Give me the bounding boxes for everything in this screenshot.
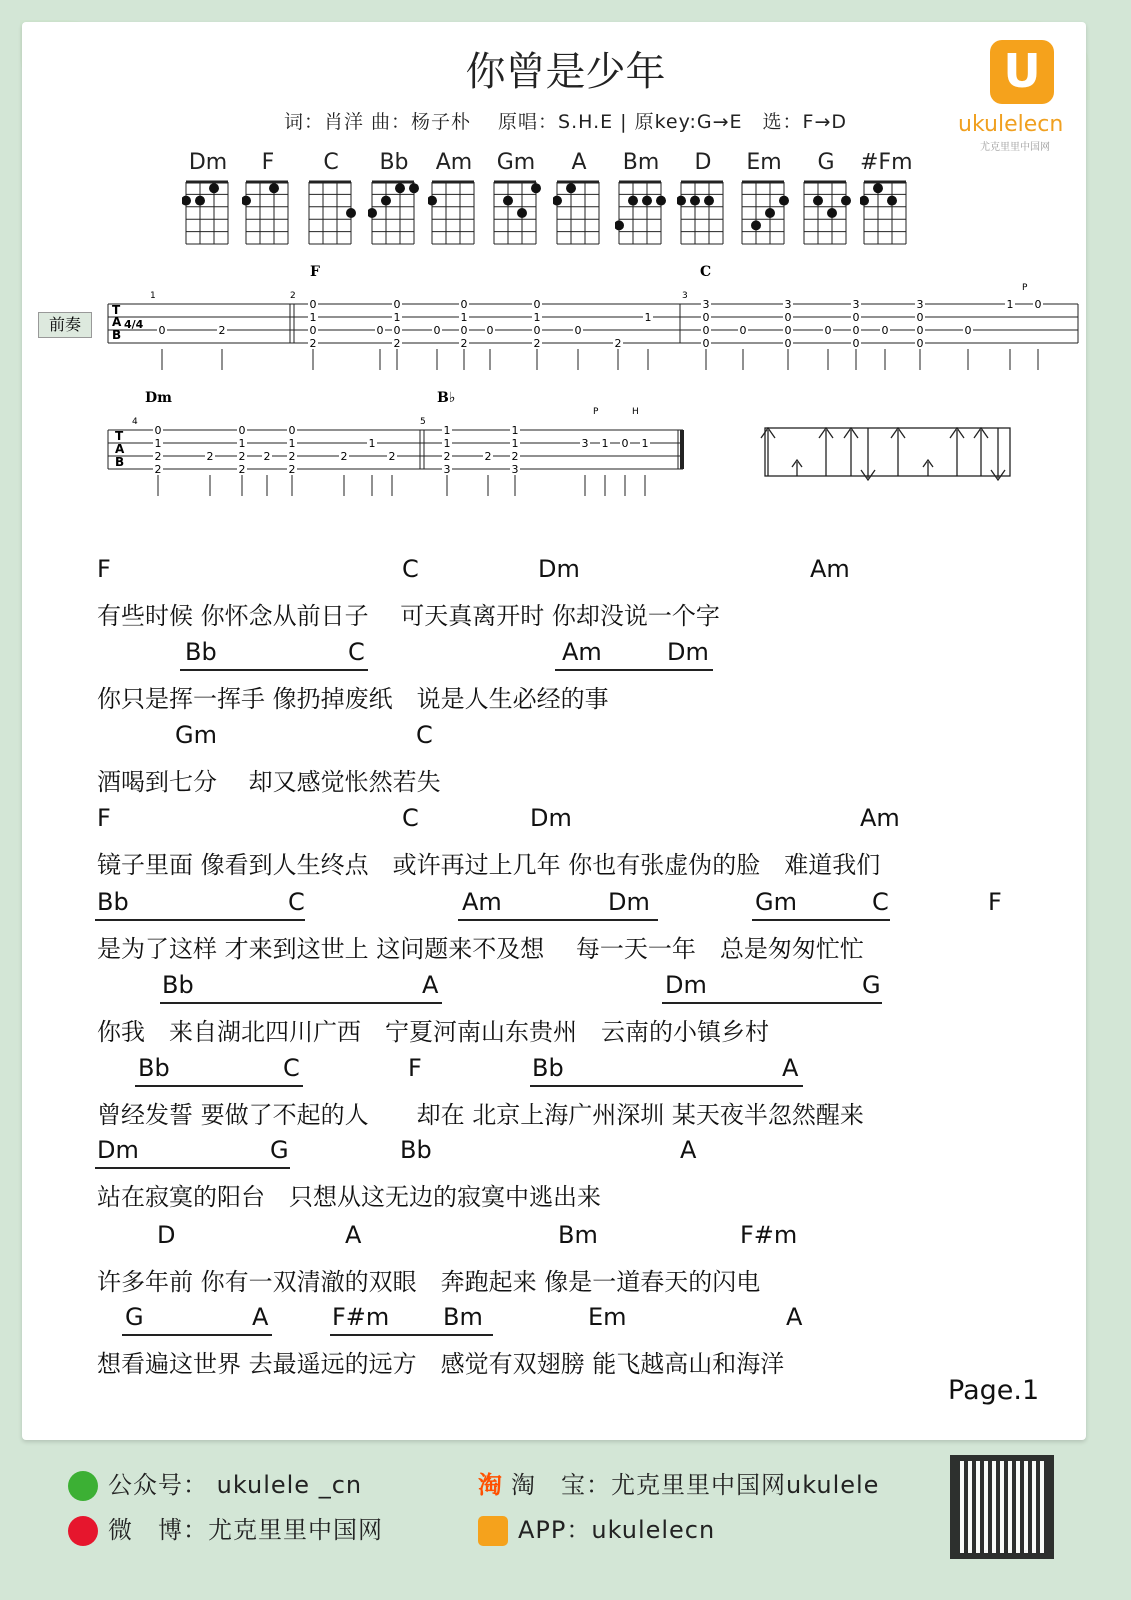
tab-note: 0	[574, 324, 582, 337]
lyric-text: 曾经发誓 要做了不起的人 却在 北京上海广州深圳 某天夜半忽然醒来	[97, 1101, 864, 1129]
tab-note: 0	[784, 337, 792, 350]
app-icon	[478, 1516, 508, 1546]
song-title: 你曾是少年	[465, 49, 666, 95]
taobao-icon: 淘	[478, 1471, 503, 1499]
chord-label: G	[270, 1136, 289, 1164]
tab-note: 1	[644, 311, 652, 324]
taobao-info	[478, 1465, 879, 1500]
wechat-text: 公众号： ukulele _cn	[108, 1471, 363, 1499]
tab-note: 1	[601, 437, 609, 450]
chord-name: A	[571, 150, 587, 175]
chord-label: F#m	[740, 1221, 798, 1249]
tab-note: 0	[376, 324, 384, 337]
chord-underline	[662, 1002, 882, 1004]
tab-note: 2	[154, 463, 162, 476]
tab-note: 2	[218, 324, 226, 337]
chord-name: Dm	[188, 150, 228, 175]
tab-note: 0	[702, 324, 710, 337]
chord-name: G	[817, 150, 835, 175]
lyric-text: 是为了这样 才来到这世上 这问题来不及想 每一天一年 总是匆匆忙忙	[97, 935, 864, 963]
tab-note: 0	[852, 311, 860, 324]
chord-underline	[530, 1085, 803, 1087]
svg-text:T: T	[115, 429, 124, 443]
lyric-text: 酒喝到七分 却又感觉怅然若失	[97, 768, 441, 796]
tab-note: 3	[511, 463, 519, 476]
chord-label: F	[408, 1054, 422, 1082]
tab-note: 0	[158, 324, 166, 337]
tab-note: 2	[614, 337, 622, 350]
ukulele-logo-icon: U	[990, 40, 1054, 104]
chord-label: A	[345, 1221, 362, 1249]
svg-text:A: A	[112, 315, 122, 329]
taobao-text: 淘 宝：尤克里里中国网ukulele	[511, 1471, 880, 1499]
tab-note: 2	[484, 450, 492, 463]
chord-underline	[95, 919, 305, 921]
tab-note: 0	[916, 337, 924, 350]
tab-note: 1	[154, 437, 162, 450]
chord-label: Bb	[97, 888, 129, 916]
tab-note: 1	[511, 437, 519, 450]
chord-label: F	[97, 804, 111, 832]
chord-name: Bb	[379, 150, 409, 175]
tab-note: 1	[393, 311, 401, 324]
app-info	[478, 1510, 715, 1546]
tab-note: 3	[784, 298, 792, 311]
chord-label: Bm	[443, 1303, 483, 1331]
tab-note: 0	[784, 324, 792, 337]
chord-label: C	[402, 555, 419, 583]
tab-chord: Dm	[145, 390, 172, 406]
tab-note: 0	[393, 298, 401, 311]
page-number: Page.1	[948, 1375, 1040, 1406]
measure-number: 2	[290, 291, 296, 301]
chord-underline	[555, 669, 713, 671]
tab-chord: B♭	[437, 390, 456, 406]
tab-note: 3	[702, 298, 710, 311]
tab-note: 2	[340, 450, 348, 463]
tab-note: 0	[702, 311, 710, 324]
logo-subtitle: 尤克里里中国网	[980, 142, 1050, 153]
tab-note: 3	[852, 298, 860, 311]
tab-note: 0	[824, 324, 832, 337]
tablature	[0, 0, 1131, 520]
chord-label: D	[157, 1221, 176, 1249]
svg-text:B: B	[115, 455, 125, 469]
tab-note: 0	[739, 324, 747, 337]
tab-note: 0	[288, 424, 296, 437]
chord-label: A	[680, 1136, 697, 1164]
chord-label: Bm	[558, 1221, 598, 1249]
chord-label: Am	[562, 638, 602, 666]
measure-number: 5	[420, 417, 426, 427]
chord-label: Am	[860, 804, 900, 832]
tab-note: 0	[621, 437, 629, 450]
svg-text:T: T	[112, 303, 121, 317]
tab-chord: F	[310, 264, 320, 280]
chord-underline	[95, 1167, 290, 1169]
weibo-icon	[68, 1516, 98, 1546]
chord-underline	[122, 1334, 272, 1336]
tab-note: 0	[486, 324, 494, 337]
chord-label: G	[125, 1303, 144, 1331]
chord-label: C	[288, 888, 305, 916]
chord-label: Dm	[665, 971, 707, 999]
tab-note: 0	[238, 424, 246, 437]
tab-note: 3	[916, 298, 924, 311]
tab-note: 1	[443, 437, 451, 450]
chord-label: F	[97, 555, 111, 583]
tab-note: 0	[964, 324, 972, 337]
chord-label: F	[988, 888, 1002, 916]
tab-note: 2	[533, 337, 541, 350]
tab-note: 1	[368, 437, 376, 450]
chord-underline	[458, 919, 658, 921]
chord-label: Bb	[138, 1054, 170, 1082]
measure-number: 1	[150, 291, 156, 301]
tab-note: 0	[916, 311, 924, 324]
tab-note: 0	[881, 324, 889, 337]
measure-number: 3	[682, 291, 688, 301]
tab-note: 0	[309, 324, 317, 337]
tab-note: 2	[388, 450, 396, 463]
tab-note: 0	[852, 324, 860, 337]
chord-underline	[180, 669, 368, 671]
time-signature: 4/4	[124, 318, 144, 331]
chord-label: A	[252, 1303, 269, 1331]
chord-label: Am	[810, 555, 850, 583]
lyric-text: 想看遍这世界 去最遥远的远方 感觉有双翅膀 能飞越高山和海洋	[97, 1350, 785, 1378]
chord-underline	[135, 1085, 303, 1087]
technique-mark: H	[632, 407, 639, 417]
tab-note: 1	[511, 424, 519, 437]
chord-name: D	[694, 150, 712, 175]
tab-note: 3	[443, 463, 451, 476]
tab-note: 1	[1006, 298, 1014, 311]
tab-note: 0	[852, 337, 860, 350]
tab-note: 0	[154, 424, 162, 437]
tab-note: 2	[263, 450, 271, 463]
lyric-text: 镜子里面 像看到人生终点 或许再过上几年 你也有张虚伪的脸 难道我们	[97, 851, 881, 879]
chord-name: #Fm	[860, 150, 913, 175]
tab-note: 2	[238, 463, 246, 476]
tab-note: 0	[533, 298, 541, 311]
tab-note: 1	[288, 437, 296, 450]
tab-note: 1	[460, 311, 468, 324]
strum-pattern	[761, 428, 1010, 480]
tab-note: 0	[1034, 298, 1042, 311]
tab-note: 0	[533, 324, 541, 337]
chord-label: A	[422, 971, 439, 999]
chord-label: Em	[588, 1303, 627, 1331]
chord-name: Gm	[496, 150, 536, 175]
lyric-text: 你我 来自湖北四川广西 宁夏河南山东贵州 云南的小镇乡村	[97, 1018, 769, 1046]
chord-label: F#m	[332, 1303, 390, 1331]
tab-note: 2	[511, 450, 519, 463]
chord-label: Dm	[530, 804, 572, 832]
tab-note: 2	[288, 463, 296, 476]
tab-note: 1	[533, 311, 541, 324]
chord-name: Bm	[622, 150, 660, 175]
tab-note: 0	[916, 324, 924, 337]
chord-underline	[160, 1002, 442, 1004]
svg-text:A: A	[115, 442, 125, 456]
chord-label: G	[862, 971, 881, 999]
tab-note: 1	[641, 437, 649, 450]
chord-name: C	[323, 150, 339, 175]
chord-underline	[752, 919, 890, 921]
tab-note: 0	[309, 298, 317, 311]
weibo-info	[68, 1510, 383, 1546]
chord-label: C	[416, 721, 433, 749]
qr-code[interactable]	[950, 1455, 1054, 1559]
chord-label: C	[348, 638, 365, 666]
chord-label: Gm	[175, 721, 217, 749]
chord-label: Bb	[162, 971, 194, 999]
chord-label: Am	[462, 888, 502, 916]
lyric-text: 你只是挥一挥手 像扔掉废纸 说是人生必经的事	[97, 685, 609, 713]
chord-label: Gm	[755, 888, 797, 916]
chord-label: Bb	[185, 638, 217, 666]
chord-label: C	[283, 1054, 300, 1082]
tab-note: 1	[309, 311, 317, 324]
chord-label: Bb	[400, 1136, 432, 1164]
tab-note: 2	[460, 337, 468, 350]
chord-name: F	[261, 150, 275, 175]
tab-note: 2	[154, 450, 162, 463]
tab-note: 0	[460, 324, 468, 337]
chord-label: Dm	[97, 1136, 139, 1164]
app-text: APP：ukulelecn	[518, 1516, 716, 1544]
lyric-text: 许多年前 你有一双清澈的双眼 奔跑起来 像是一道春天的闪电	[97, 1268, 761, 1296]
section-label: 前奏	[38, 312, 92, 338]
chord-label: A	[782, 1054, 799, 1082]
tab-note: 0	[702, 337, 710, 350]
chord-underline	[330, 1334, 493, 1336]
lyric-text: 站在寂寞的阳台 只想从这无边的寂寞中逃出来	[97, 1183, 601, 1211]
weibo-text: 微 博：尤克里里中国网	[108, 1516, 383, 1544]
tab-note: 1	[238, 437, 246, 450]
tab-note: 2	[393, 337, 401, 350]
chord-name: Em	[746, 150, 782, 175]
song-credits: 词：肖洋 曲：杨子朴 原唱：S.H.E | 原key:G→E 选：F→D	[283, 111, 848, 133]
tab-note: 2	[238, 450, 246, 463]
wechat-info	[68, 1465, 362, 1501]
chord-label: A	[786, 1303, 803, 1331]
chord-label: Dm	[608, 888, 650, 916]
tab-note: 1	[443, 424, 451, 437]
tab-note: 2	[288, 450, 296, 463]
lyric-text: 有些时候 你怀念从前日子 可天真离开时 你却没说一个字	[97, 602, 720, 630]
technique-mark: P	[1022, 283, 1028, 293]
chord-label: Dm	[538, 555, 580, 583]
tab-note: 3	[581, 437, 589, 450]
measure-number: 4	[132, 417, 138, 427]
svg-text:B: B	[112, 328, 122, 342]
wechat-icon	[68, 1471, 98, 1501]
chord-label: C	[402, 804, 419, 832]
tab-note: 2	[309, 337, 317, 350]
chord-label: Dm	[667, 638, 709, 666]
tab-note: 0	[433, 324, 441, 337]
tab-note: 2	[206, 450, 214, 463]
tab-note: 0	[460, 298, 468, 311]
tab-note: 2	[443, 450, 451, 463]
technique-mark: P	[593, 407, 599, 417]
chord-label: Bb	[532, 1054, 564, 1082]
tab-chord: C	[700, 264, 712, 280]
chord-name: Am	[435, 150, 473, 175]
tab-note: 0	[784, 311, 792, 324]
chord-label: C	[872, 888, 889, 916]
logo-text: ukulelecn	[958, 112, 1064, 137]
tab-note: 0	[393, 324, 401, 337]
